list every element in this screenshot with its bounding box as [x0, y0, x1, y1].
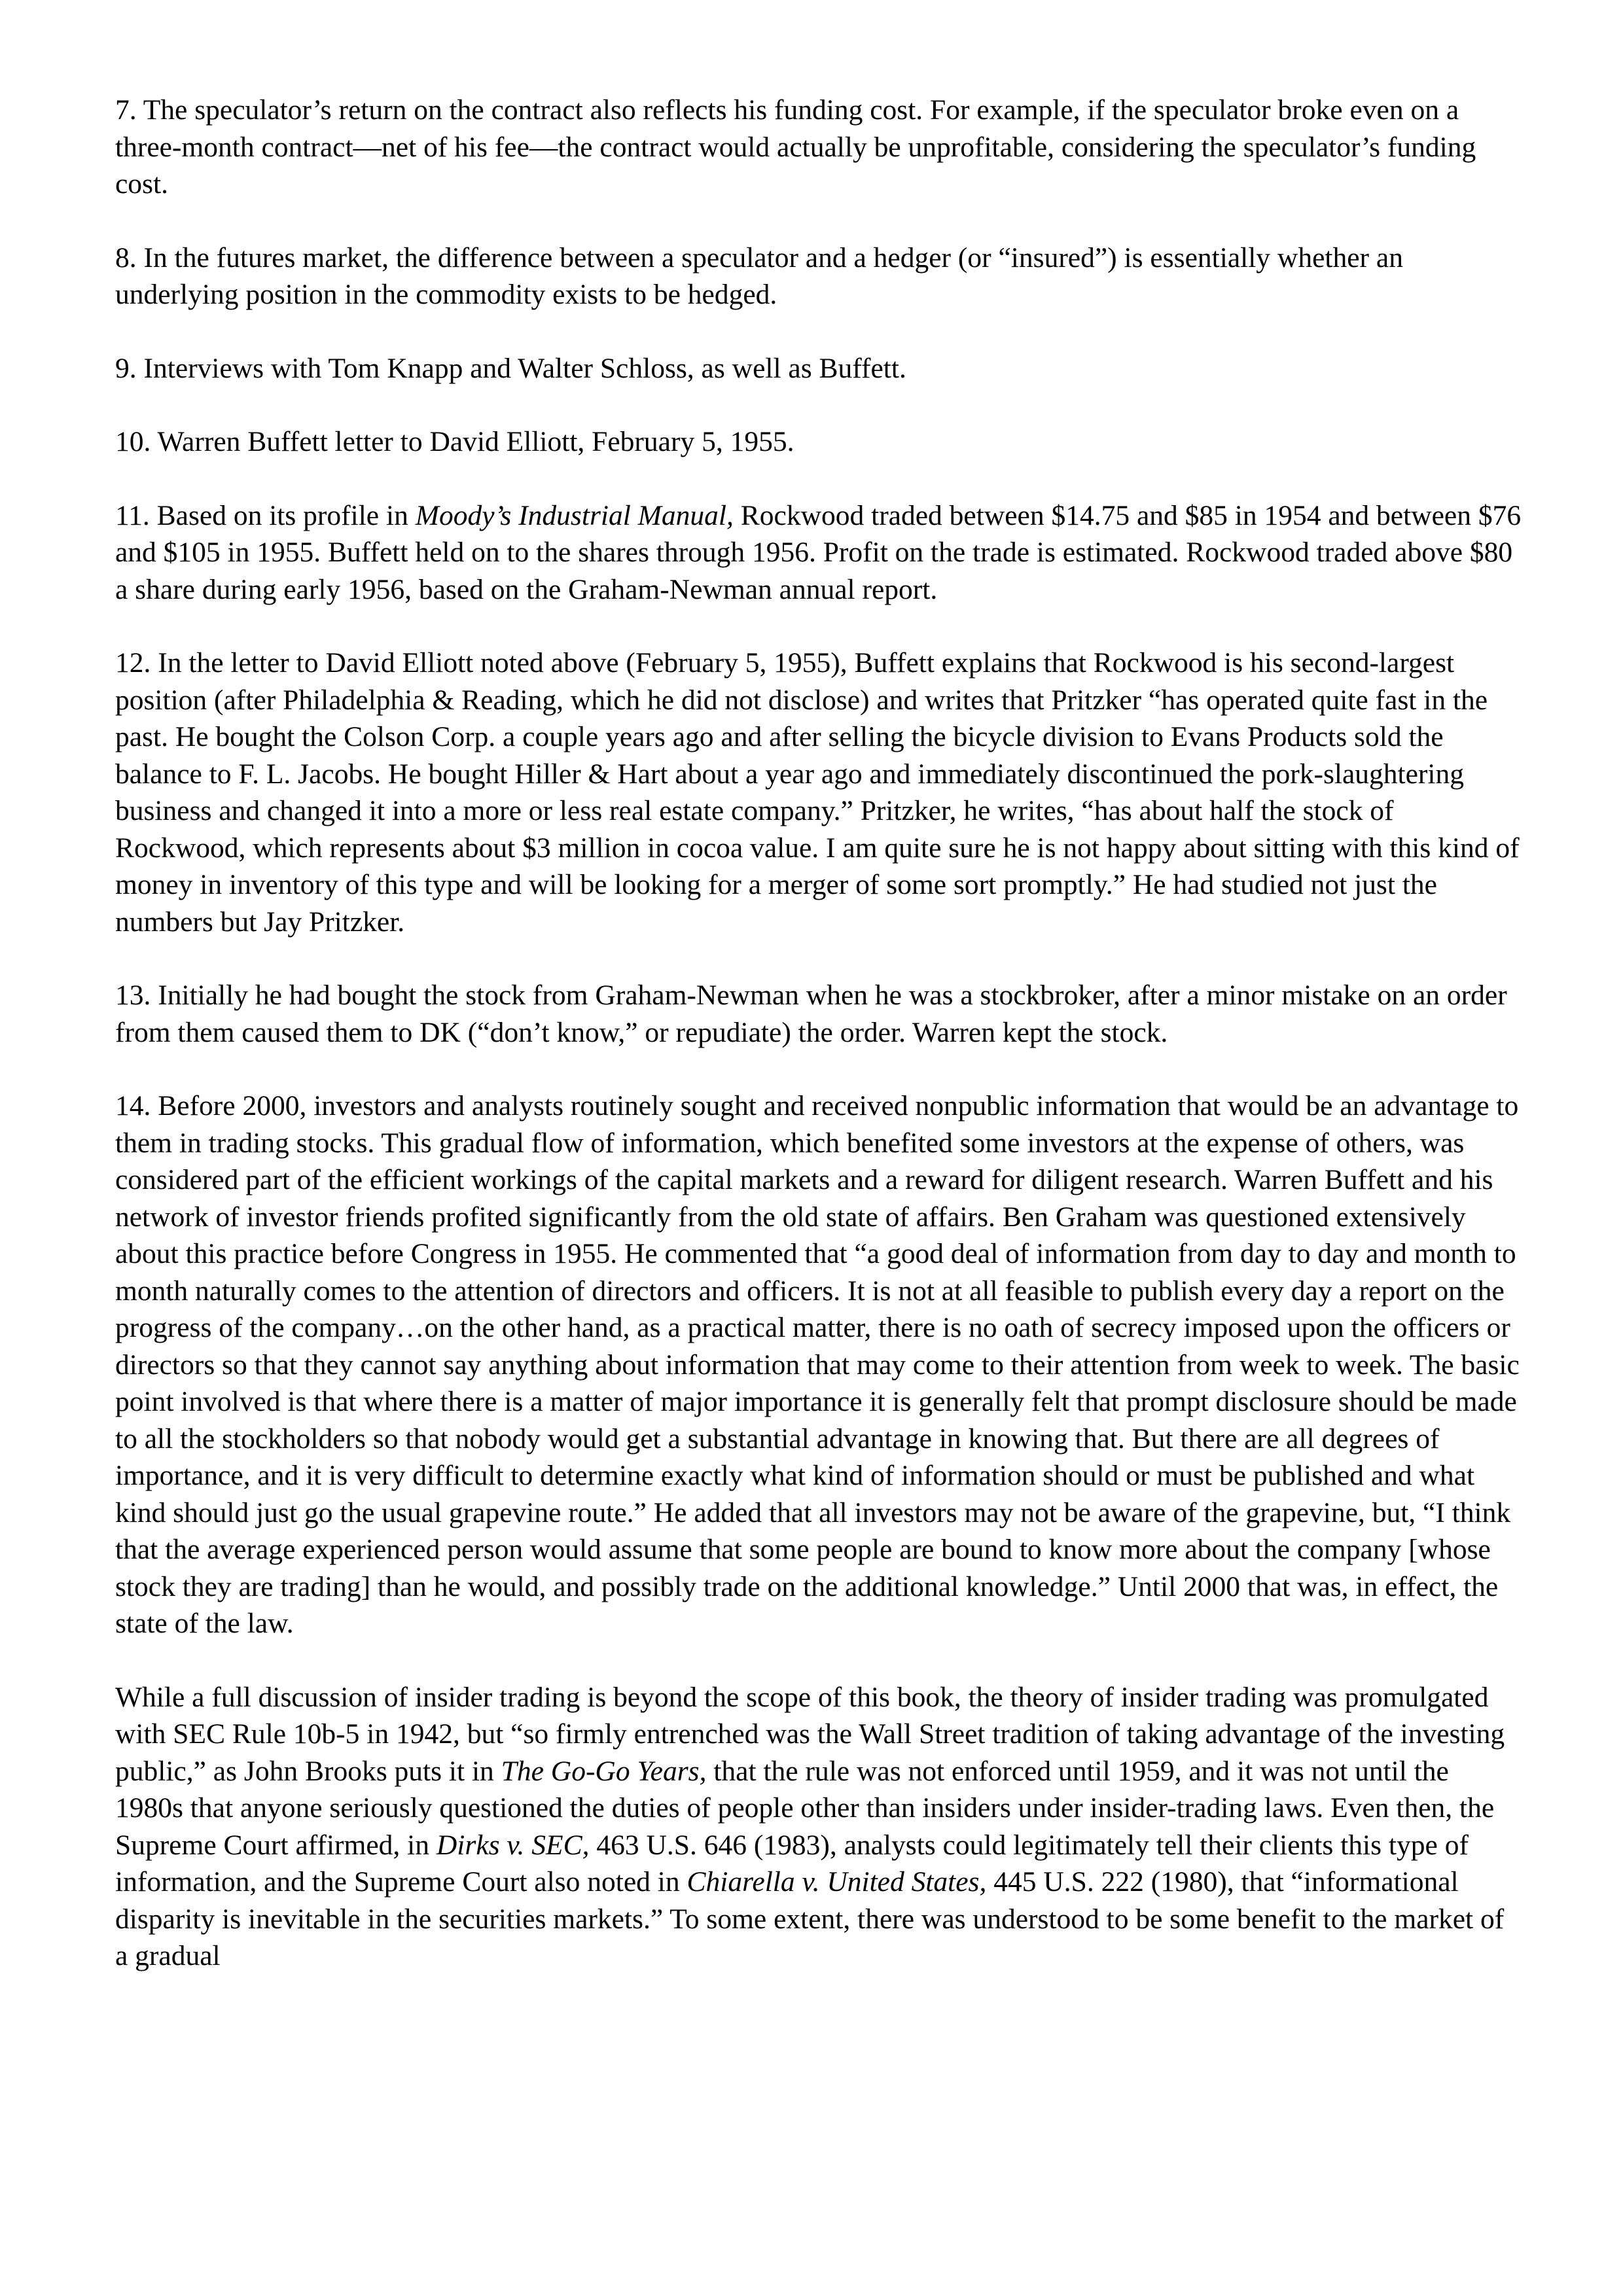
endnote-text: 13. Initially he had bought the stock from Graham-Newman when he was a stockbroker, after a minor mistake on an order from them caused them to DK (“don’t know,” or repudiate) the order. Warren kept the stock. — [115, 980, 1507, 1048]
endnote-text: 9. Interviews with Tom Knapp and Walter Schloss, as well as Buffett. — [115, 352, 906, 384]
book-title: The Go-Go Years, — [501, 1755, 707, 1787]
case-citation: Chiarella v. United States, — [687, 1866, 987, 1898]
case-citation: Dirks v. SEC, — [436, 1829, 590, 1861]
endnote-text: 10. Warren Buffett letter to David Elliott, February 5, 1955. — [115, 426, 794, 457]
endnote-text: that the rule was not enforced until 1959, and it was not until the 1980s that anyone seriously questioned the duties of people other than insiders under insider-trading laws. Even then, the Supreme Court affirmed, in — [115, 1755, 1495, 1861]
endnote-8 — [115, 239, 1522, 313]
endnote-text: 11. Based on its profile in — [115, 499, 416, 531]
endnote-text: 7. The speculator’s return on the contract also reflects his funding cost. For example, if the speculator broke even on a three-month contract—net of his fee—the contract would actually be unprofitable, considering the speculator’s funding cost. — [115, 94, 1476, 200]
endnote-13 — [115, 977, 1522, 1051]
endnote-text: 12. In the letter to David Elliott noted above (February 5, 1955), Buffett explains that Rockwood is his second-largest position (after Philadelphia & Reading, which he did not disclose) and writes that Pritzker “has operated quite fast in the past. He bought the Colson Corp. a couple years ago and after selling the bicycle division to Evans Products sold the balance to F. L. Jacobs. He bought Hiller & Hart about a year ago and immediately discontinued the pork-slaughtering business and changed it into a more or less real estate company.” Pritzker, he writes, “has about half the stock of Rockwood, which represents about $3 million in cocoa value. I am quite sure he is not happy about sitting with this kind of money in inventory of this type and will be looking for a merger of some sort promptly.” He had studied not just the numbers but Jay Pritzker. — [115, 647, 1520, 938]
endnote-text: 445 U.S. 222 (1980), that “informational disparity is inevitable in the securities markets.” To some extent, there was understood to be some benefit to the market of a gradual — [115, 1866, 1505, 1971]
endnote-text: 8. In the futures market, the difference between a speculator and a hedger (or “insured”) is essentially whether an underlying position in the commodity exists to be hedged. — [115, 241, 1403, 310]
endnote-9 — [115, 350, 1522, 387]
endnote-14 — [115, 1087, 1522, 1642]
endnote-12 — [115, 645, 1522, 940]
endnote-text: While a full discussion of insider trading is beyond the scope of this book, the theory of insider trading was promulgated with SEC Rule 10b-5 in 1942, but “so firmly entrenched was the Wall Street tradition of taking advantage of the investing public,” as John Brooks puts it in — [115, 1681, 1505, 1787]
endnote-text: 463 U.S. 646 (1983), analysts could legitimately tell their clients this type of information, and the Supreme Court also noted in — [115, 1829, 1469, 1898]
endnotes-page — [115, 92, 1522, 2011]
endnote-7 — [115, 92, 1522, 203]
book-title: Moody’s Industrial Manual, — [415, 499, 734, 531]
endnote-10 — [115, 423, 1522, 461]
endnote-text: Rockwood traded between $14.75 and $85 in 1954 and between $76 and $105 in 1955. Buffett held on to the shares through 1956. Profit on the trade is estimated. Rockwood traded above $80 a share during early 1956, based on the Graham-Newman annual report. — [115, 499, 1522, 605]
endnote-text: 14. Before 2000, investors and analysts routinely sought and received nonpublic information that would be an advantage to them in trading stocks. This gradual flow of information, which benefited some investors at the expense of others, was considered part of the efficient workings of the capital markets and a reward for diligent research. Warren Buffett and his network of investor friends profited significantly from the old state of affairs. Ben Graham was questioned extensively about this practice before Congress in 1955. He commented that “a good deal of information from day to day and month to month naturally comes to the attention of directors and officers. It is not at all feasible to publish every day a report on the progress of the company…on the other hand, as a practical matter, there is no oath of secrecy imposed upon the officers or directors so that they cannot say anything about information that may come to their attention from week to week. The basic point involved is that where there is a matter of major importance it is generally felt that prompt disclosure should be made to all the stockholders so that nobody would get a substantial advantage in knowing that. But there are all degrees of importance, and it is very difficult to determine exactly what kind of information should or must be published and what kind should just go the usual grapevine route.” He added that all investors may not be aware of the grapevine, but, “I think that the average experienced person would assume that some people are bound to know more about the company [whose stock they are trading] than he would, and possibly trade on the additional knowledge.” Until 2000 that was, in effect, the state of the law. — [115, 1090, 1520, 1639]
endnote-11 — [115, 497, 1522, 609]
endnote-14-continued — [115, 1679, 1522, 1975]
